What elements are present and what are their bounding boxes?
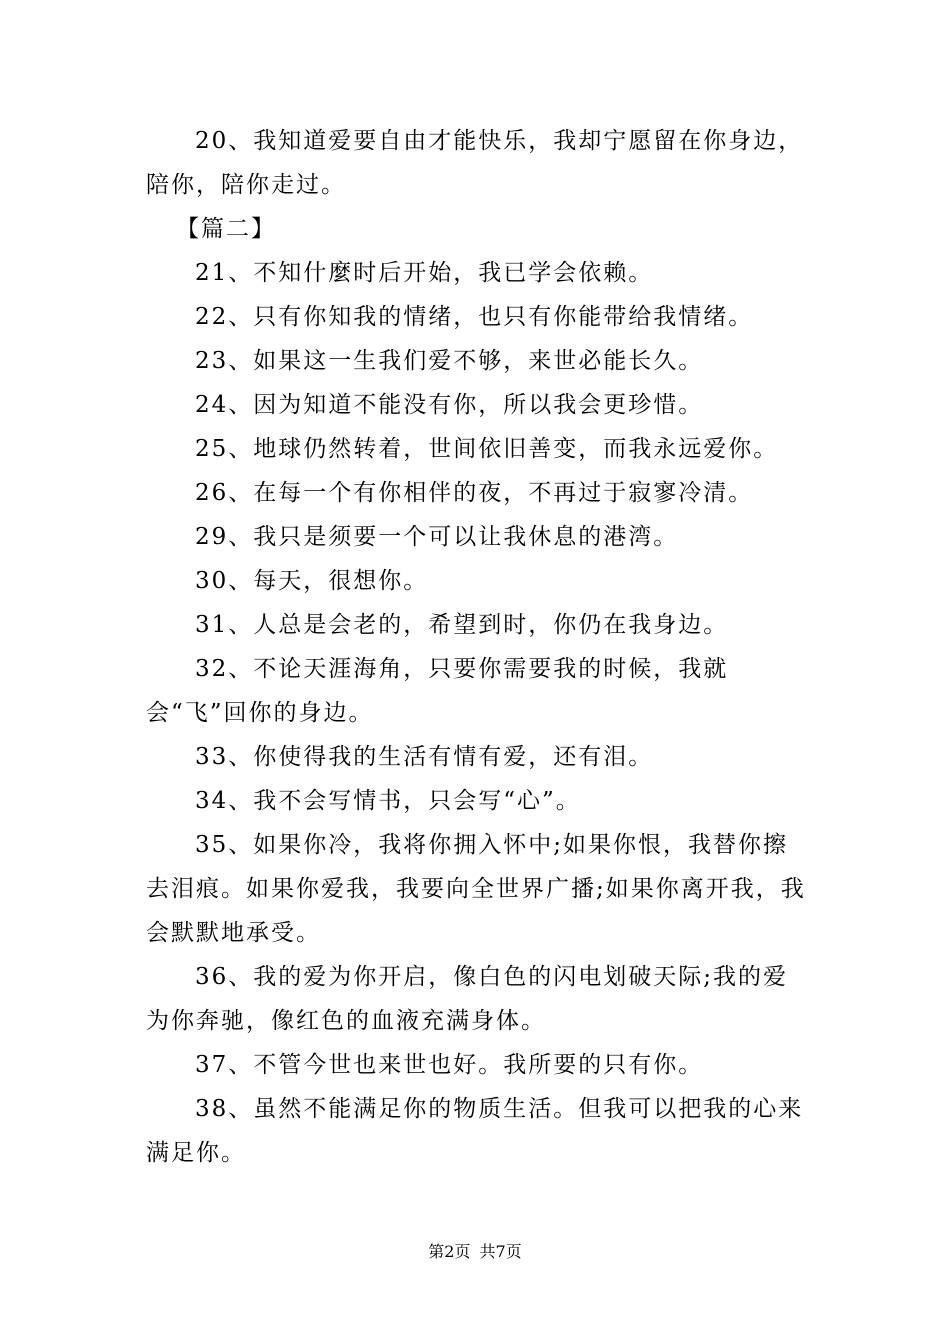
paragraph-38: 38、虽然不能满足你的物质生活。但我可以把我的心来满足你。 xyxy=(146,1096,804,1166)
paragraph-22: 22、只有你知我的情绪，也只有你能带给我情绪。 xyxy=(195,304,754,330)
paragraph-24: 24、因为知道不能没有你，所以我会更珍惜。 xyxy=(195,392,704,418)
paragraph-32: 32、不论天涯海角，只要你需要我的时候，我就会“飞”回你的身边。 xyxy=(146,656,729,726)
paragraph-34: 34、我不会写情书，只会写“心”。 xyxy=(195,788,581,814)
paragraph-29: 29、我只是须要一个可以让我休息的港湾。 xyxy=(195,524,679,550)
page-number: 第2页 xyxy=(428,1242,471,1261)
paragraph-20: 20、我知道爱要自由才能快乐，我却宁愿留在你身边，陪你，陪你走过。 xyxy=(146,128,804,198)
paragraph-23: 23、如果这一生我们爱不够，来世必能长久。 xyxy=(195,348,704,374)
paragraph-21: 21、不知什麼时后开始，我已学会依赖。 xyxy=(195,260,654,286)
paragraph-36: 36、我的爱为你开启，像白色的闪电划破天际;我的爱为你奔驰，像红色的血液充满身体。 xyxy=(146,964,789,1034)
paragraph-37: 37、不管今世也来世也好。我所要的只有你。 xyxy=(195,1052,704,1078)
section-heading: 【篇二】 xyxy=(176,216,276,242)
paragraph-30: 30、每天，很想你。 xyxy=(195,568,429,594)
paragraph-31: 31、人总是会老的，希望到时，你仍在我身边。 xyxy=(195,612,729,638)
paragraph-25: 25、地球仍然转着，世间依旧善变，而我永远爱你。 xyxy=(195,436,779,462)
page-footer xyxy=(0,1240,950,1264)
document-body xyxy=(146,119,808,1175)
paragraph-35: 35、如果你冷，我将你拥入怀中;如果你恨，我替你擦去泪痕。如果你爱我，我要向全世界广播;如果你离开我，我会默默地承受。 xyxy=(146,832,806,946)
page-total: 共7页 xyxy=(479,1242,522,1261)
paragraph-26: 26、在每一个有你相伴的夜，不再过于寂寥冷清。 xyxy=(195,480,754,506)
paragraph-33: 33、你使得我的生活有情有爱，还有泪。 xyxy=(195,744,654,770)
